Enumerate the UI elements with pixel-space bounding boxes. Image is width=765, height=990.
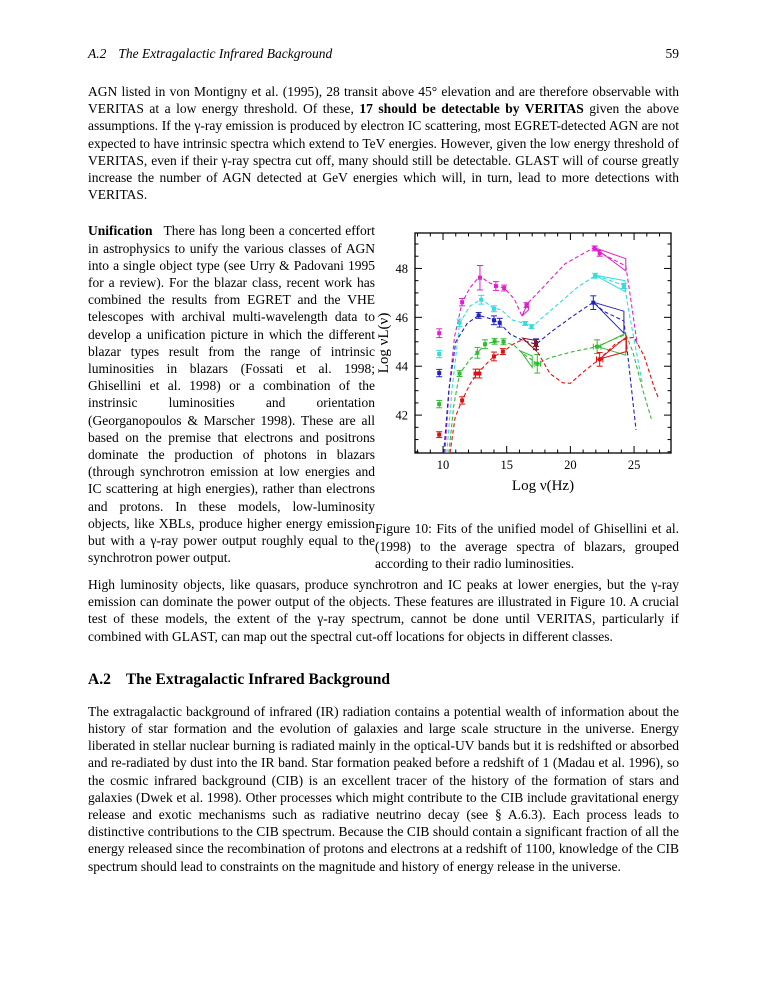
series-marker-blazars-highest-radio-luminosity (494, 284, 498, 288)
series-marker-blazars-highest-radio-luminosity (524, 304, 528, 308)
series-marker-blazars-group-2 (437, 352, 441, 356)
paragraph-cib-intro: The extragalactic background of infrared (IR) radiation contains a potential wealth of information about the history of star formation and the evolution of galaxies and large scale structure in the universe. Energy liberated in stellar nuclear burning is radiated mainly in the optical-UV bands but it is redshifted or absorbed and re-radiated by dust into the IR band. Star formation peaked before a redshift of 1 (Madau et al. 1996), so the cosmic infrared background (CIB) is an excellent tracer of the history of the formation of stars and galaxies (Dwek et al. 1998). Other processes which might contribute to the CIB include gravitational energy release and exotic mechanisms such as radiative neutrino decay (see § A.6.3). Each process leads to distinctive contributions to the CIB spectrum. Because the CIB should contain a significant fraction of all the energy released since the recombination of protons and electrons at a redshift of 1100, knowledge of the CIB spectrum should lead to constraints on the magnitude and history of energy release in the universe. (88, 703, 679, 874)
series-marker-blazars-lowest-radio-luminosity (473, 372, 477, 376)
series-marker-blazars-highest-radio-luminosity (478, 276, 482, 280)
section-title: The Extragalactic Infrared Background (125, 670, 391, 688)
series-marker-blazars-highest-radio-luminosity (598, 252, 602, 256)
series-marker-blazars-highest-radio-luminosity (437, 332, 441, 336)
paragraph-high-luminosity: High luminosity objects, like quasars, produce synchrotron and IC peaks at lower energies, but the γ-ray emission can dominate the power output of the objects. These features are illustrated in Figure 10. A crucial test of these models, the extent of the γ-ray spectrum, cannot be done until VERITAS, particularly if combined with GLAST, can map out the spectral cut-off locations for objects in different classes. (88, 577, 679, 644)
series-marker-blazars-lowest-radio-luminosity (460, 399, 464, 403)
series-marker-blazars-group-4 (502, 340, 506, 344)
blazar-sed-chart (375, 227, 679, 513)
paragraph-agn-post: given the above assumptions. If the γ-ray emission is produced by electron IC scattering, most EGRET-detected AGN are not expected to have intrinsic spectra which extend to TeV energies. However, given the low energy threshold of VERITAS, even if their γ-ray spectra cut off, many should still be detectable. GLAST will of course greatly increase the number of AGN detected at GeV energies which will, in turn, lead to more detections with VERITAS. (88, 101, 679, 203)
series-marker-blazars-group-3 (492, 319, 496, 323)
series-marker-blazars-group-2 (593, 274, 597, 278)
series-marker-blazars-group-4 (483, 343, 487, 347)
series-marker-blazars-group-2 (492, 307, 496, 311)
series-marker-blazars-group-4 (475, 351, 479, 355)
series-marker-blazars-lowest-radio-luminosity (501, 350, 505, 354)
series-marker-blazars-highest-radio-luminosity (502, 286, 506, 290)
series-marker-blazars-group-4 (458, 372, 462, 376)
figure-10-caption: Figure 10: Fits of the unified model of Ghisellini et al. (1998) to the average spectra of blazars, grouped according to their radio luminosities. (375, 521, 679, 571)
series-marker-blazars-group-3 (498, 321, 502, 325)
series-marker-blazars-group-3 (437, 371, 441, 375)
y-tick-label: 44 (395, 360, 408, 375)
y-tick-label: 46 (395, 311, 408, 326)
series-marker-blazars-group-4 (595, 345, 599, 349)
unification-body-text: There has long been a concerted effort in astrophysics to unify the various classes of AGN into a single object type (see Urry & Padovani 1995 for a review). For the blazar class, recent work has combined the results from EGRET and the VHE telescopes with archival multi-wavelength data to develop a unification picture in which the different blazar types result from the range of intrinsic luminosities in blazars (Fossati et al. 1998; Ghisellini et al. 1998) or a combination of the instrinsic luminosities and orientation (Georganopoulos & Marscher 1998). These are all based on the premise that electrons and positrons dominate the production of photons in blazars (through synchrotron emission at low energies and IC scattering at high energies), rather than electrons and protons. In these models, low-luminosity objects, like XBLs, produce higher energy emission but with a γ-ray power output roughly equal to the synchrotron power output. (88, 223, 375, 566)
series-marker-blazars-group-2 (479, 298, 483, 302)
series-marker-blazars-group-2 (458, 321, 462, 325)
series-marker-blazars-lowest-radio-luminosity (437, 433, 441, 437)
paragraph-agn-detection (88, 83, 679, 203)
running-header-title (88, 46, 332, 62)
series-marker-blazars-lowest-radio-luminosity (477, 372, 481, 376)
page-content (88, 46, 679, 875)
y-axis-label: Log νL(ν) (376, 313, 392, 374)
running-header (88, 46, 679, 62)
running-header-section-number: A.2 (88, 46, 107, 61)
series-marker-blazars-group-2 (622, 284, 626, 288)
unification-section (88, 222, 679, 572)
series-marker-blazars-lowest-radio-luminosity (598, 358, 602, 362)
y-tick-label: 48 (395, 262, 408, 277)
paragraph-agn-pre: AGN listed in von Montigny et al. (1995), 28 transit above 45° elevation and are therefore observable with VERITAS at a low energy threshold. Of these, (88, 84, 679, 117)
running-header-section-title: The Extragalactic Infrared Background (118, 46, 333, 61)
x-tick-label: 10 (436, 458, 450, 473)
series-marker-blazars-lowest-radio-luminosity (492, 355, 496, 359)
blazar-sed-svg (375, 227, 679, 513)
series-marker-blazars-group-4 (535, 362, 539, 366)
series-marker-blazars-highest-radio-luminosity (593, 247, 597, 251)
plot-frame (415, 233, 671, 453)
section-heading-a2 (88, 670, 679, 689)
series-marker-blazars-highest-radio-luminosity (460, 301, 464, 305)
y-tick-label: 42 (395, 409, 408, 424)
series-wedge-blazars-group-2 (595, 276, 625, 292)
series-marker-blazars-group-2 (530, 325, 534, 329)
x-tick-label: 20 (564, 458, 577, 473)
unification-runin-heading: Unification (88, 223, 153, 239)
series-marker-blazars-group-4 (493, 340, 497, 344)
series-wedge-blazars-lowest-radio-luminosity (600, 337, 627, 359)
series-marker-blazars-group-4 (437, 403, 441, 407)
unification-paragraph (88, 222, 375, 572)
page-number: 59 (665, 46, 679, 61)
series-marker-blazars-group-2 (523, 322, 527, 326)
x-tick-label: 15 (500, 458, 513, 473)
series-wedge-blazars-group-3 (593, 303, 624, 334)
paragraph-agn-bold-claim: 17 should be detectable by VERITAS (359, 101, 584, 117)
series-marker-blazars-group-3 (591, 301, 595, 305)
x-tick-label: 25 (627, 458, 641, 473)
series-marker-blazars-group-3 (477, 314, 481, 318)
figure-10 (375, 222, 679, 572)
series-marker-mid-frequency-bowtie (534, 341, 538, 345)
x-axis-label: Log ν(Hz) (511, 478, 575, 495)
section-number: A.2 (88, 670, 111, 688)
